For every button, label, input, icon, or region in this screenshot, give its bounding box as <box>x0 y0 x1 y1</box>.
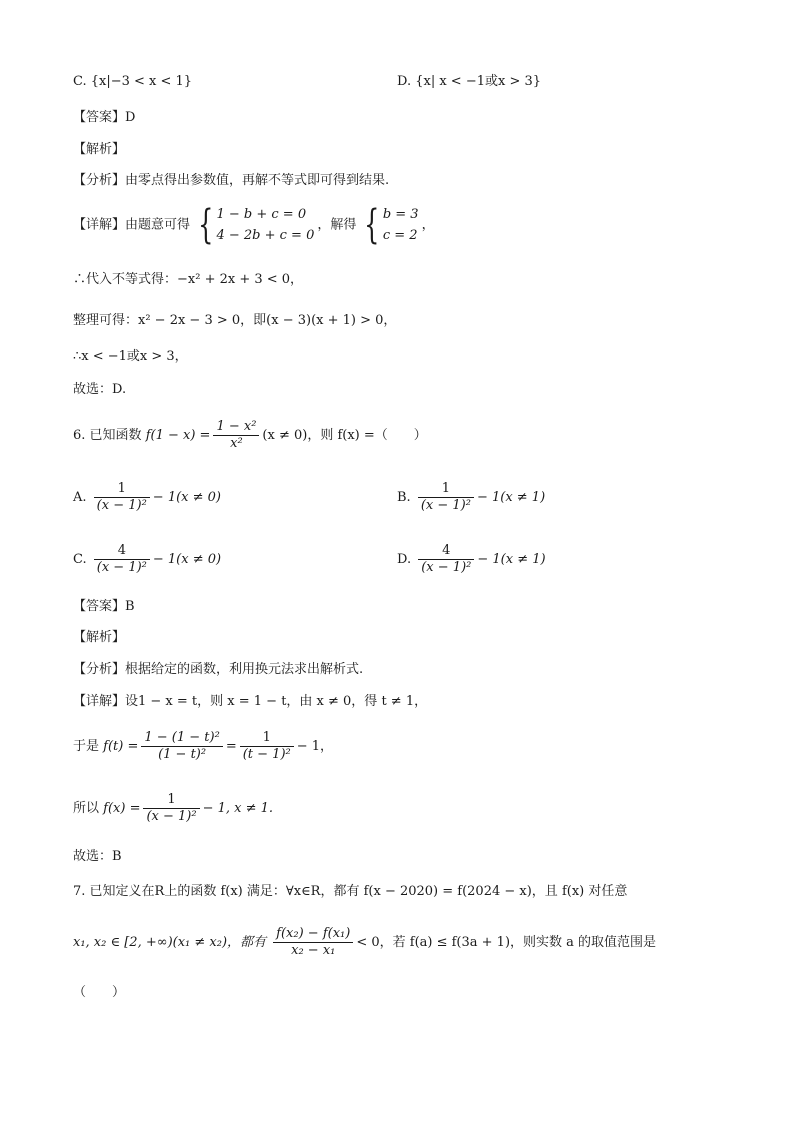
q7-stem-line2 <box>73 922 656 964</box>
q5-detail-prefix: 【详解】由题意可得 <box>73 217 191 233</box>
left-brace: { <box>364 202 380 248</box>
option-label: D. <box>397 552 412 567</box>
fraction-numerator: 1 − x² <box>213 419 259 436</box>
fraction-denominator: (t − 1)² <box>242 747 291 762</box>
derivation-prefix: 于是 <box>73 739 100 754</box>
option-label: B. <box>397 490 411 505</box>
q5-jiexi-heading: 【解析】 <box>73 142 126 157</box>
option-label: A. <box>73 490 87 505</box>
fraction-numerator: 1 <box>143 792 199 809</box>
q7-stem-line3: （ ） <box>73 985 126 1000</box>
equation-system-1 <box>193 204 314 246</box>
q6-stem-prefix: 6. 已知函数 <box>73 428 142 443</box>
fraction-numerator: f(x₂) − f(x₁) <box>273 926 353 943</box>
fraction-numerator: 1 <box>94 481 150 498</box>
q6-option-a <box>73 478 221 518</box>
q7-stem-line1: 7. 已知定义在R上的函数 f(x) 满足：∀x∈R，都有 f(x − 2020) = f(2024 − x)，且 f(x) 对任意 <box>73 884 628 899</box>
derivation-lhs: f(t) = <box>103 739 139 754</box>
equation-system-2 <box>359 204 418 246</box>
fraction-denominator: (x − 1)² <box>420 498 471 513</box>
fraction-denominator: (1 − t)² <box>158 747 207 762</box>
system1-row2: 4 − 2b + c = 0 <box>216 228 315 243</box>
q6-option-b <box>397 478 545 518</box>
q5-simplify: 整理可得：x² − 2x − 3 > 0，即(x − 3)(x + 1) > 0， <box>73 313 397 328</box>
q5-option-c: C. {x|−3 < x < 1} <box>73 74 193 89</box>
q5-option-d: D. {x| x < −1或x > 3} <box>397 74 542 89</box>
q6-option-d <box>397 540 546 580</box>
q6-stem <box>73 416 427 456</box>
option-tail: − 1(x ≠ 1) <box>476 490 546 505</box>
option-tail: − 1(x ≠ 1) <box>477 552 546 567</box>
q5-substitute: ∴代入不等式得：−x² + 2x + 3 < 0， <box>73 272 304 287</box>
q6-analysis: 【分析】根据给定的函数，利用换元法求出解析式. <box>73 662 364 677</box>
q5-choice: 故选：D. <box>73 382 127 397</box>
q6-stem-suffix: (x ≠ 0)，则 f(x) =（ ） <box>262 428 427 443</box>
conclusion-tail: − 1, x ≠ 1. <box>202 801 274 816</box>
option-tail: − 1(x ≠ 0) <box>152 552 222 567</box>
fraction-denominator: x² <box>230 436 243 451</box>
q6-stem-fraction <box>213 419 259 452</box>
q5-answer: 【答案】D <box>73 110 136 125</box>
q5-detail-suffix: ， <box>421 217 435 233</box>
option-label: C. <box>73 552 87 567</box>
q5-solve-text: ，解得 <box>317 217 357 233</box>
fraction-denominator: x₂ − x₁ <box>291 943 336 958</box>
system2-row1: b = 3 <box>382 207 419 222</box>
fraction-numerator: 4 <box>94 543 150 560</box>
q6-stem-lhs: f(1 − x) = <box>145 428 211 443</box>
conclusion-lhs: f(x) = <box>103 801 141 816</box>
q6-option-c <box>73 540 221 580</box>
q6-answer: 【答案】B <box>73 599 135 614</box>
system2-row2: c = 2 <box>382 228 418 243</box>
equals-sign: = <box>225 739 237 754</box>
q5-result: ∴x < −1或x > 3， <box>73 349 188 364</box>
q7-line2-prefix: x₁, x₂ ∈ [2, +∞)(x₁ ≠ x₂)，都有 <box>73 935 267 950</box>
q6-jiexi-heading: 【解析】 <box>73 630 126 645</box>
derivation-tail: − 1， <box>296 739 334 754</box>
fraction-denominator: (x − 1)² <box>96 498 147 513</box>
option-tail: − 1(x ≠ 0) <box>152 490 221 505</box>
q5-detail <box>73 204 435 247</box>
fraction-numerator: 1 <box>418 481 474 498</box>
fraction-numerator: 1 − (1 − t)² <box>141 730 222 747</box>
left-brace: { <box>198 202 214 248</box>
conclusion-prefix: 所以 <box>73 801 100 816</box>
fraction-denominator: (x − 1)² <box>421 560 472 575</box>
q6-derivation <box>73 726 333 768</box>
q6-choice: 故选：B <box>73 849 122 864</box>
system1-row1: 1 − b + c = 0 <box>216 207 307 222</box>
fraction-numerator: 1 <box>240 730 294 747</box>
fraction-numerator: 4 <box>418 543 474 560</box>
q5-analysis: 【分析】由零点得出参数值，再解不等式即可得到结果. <box>73 173 390 188</box>
q7-line2-suffix: < 0，若 f(a) ≤ f(3a + 1)，则实数 a 的取值范围是 <box>356 935 657 950</box>
q6-conclusion <box>73 788 273 830</box>
fraction-denominator: (x − 1)² <box>96 560 147 575</box>
fraction-denominator: (x − 1)² <box>146 809 197 824</box>
q6-detail: 【详解】设1 − x = t，则 x = 1 − t，由 x ≠ 0，得 t ≠ 1， <box>73 694 428 709</box>
